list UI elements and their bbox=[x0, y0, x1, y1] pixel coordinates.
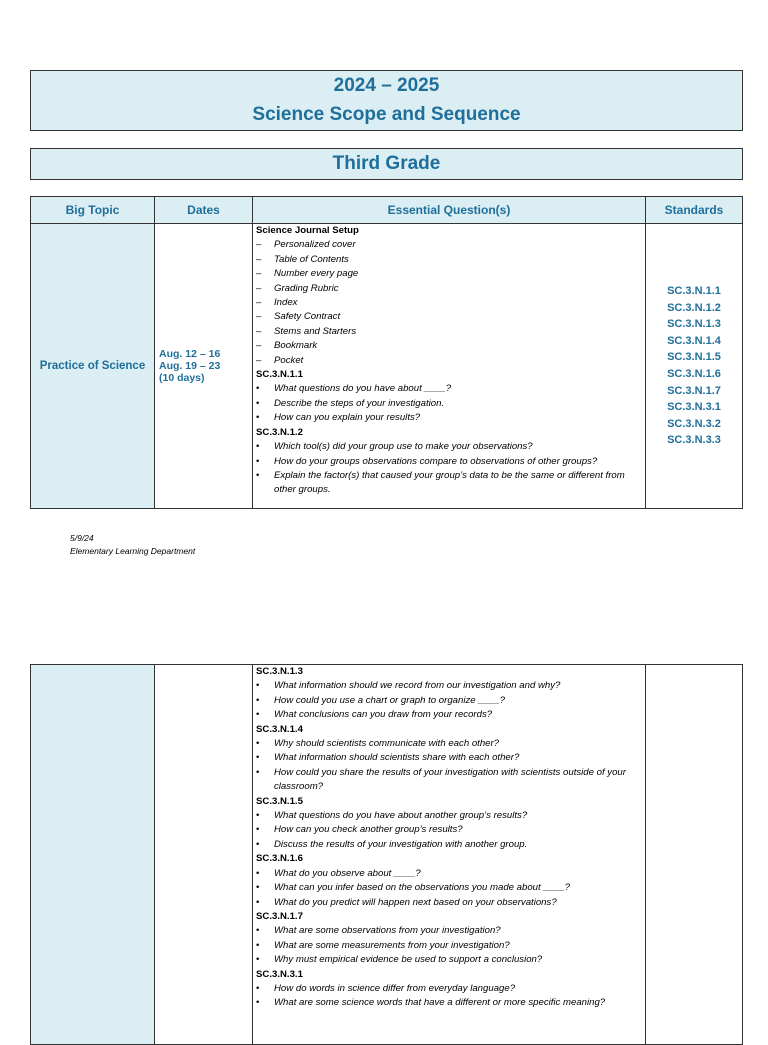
question-item bbox=[256, 469, 642, 498]
dates-cell-continued bbox=[155, 665, 253, 1045]
grade-heading: Third Grade bbox=[30, 148, 743, 180]
question-list bbox=[256, 679, 642, 722]
question-item bbox=[256, 397, 642, 411]
dash-icon: – bbox=[256, 282, 262, 294]
question-item bbox=[256, 382, 642, 396]
dash-icon: – bbox=[256, 340, 262, 352]
standard-code: SC.3.N.1.7 bbox=[667, 384, 721, 397]
dash-icon: – bbox=[256, 354, 262, 366]
question-text: Grading Rubric bbox=[274, 282, 339, 294]
question-list bbox=[256, 982, 642, 1011]
question-item bbox=[256, 455, 642, 469]
question-text: Explain the factor(s) that caused your group’s data to be the same or different from other groups. bbox=[274, 469, 625, 496]
question-text: Bookmark bbox=[274, 340, 318, 352]
standard-code: SC.3.N.1.1 bbox=[667, 285, 721, 298]
question-text: Safety Contract bbox=[274, 311, 341, 323]
question-text: What questions do you have about another group’s results? bbox=[274, 810, 528, 822]
standard-code: SC.3.N.3.2 bbox=[667, 417, 721, 430]
question-text: How can you explain your results? bbox=[274, 412, 421, 424]
essential-questions-cell bbox=[253, 224, 646, 509]
question-list bbox=[256, 809, 642, 852]
question-item bbox=[256, 924, 642, 938]
document-title-box bbox=[30, 70, 743, 131]
bullet-icon: • bbox=[256, 709, 260, 721]
question-text: How could you share the results of your investigation with scientists outside of your classroom? bbox=[274, 766, 626, 793]
question-item bbox=[256, 823, 642, 837]
table-row bbox=[31, 224, 743, 509]
question-group-heading: SC.3.N.1.7 bbox=[256, 910, 303, 922]
question-item bbox=[256, 751, 642, 765]
question-item bbox=[256, 996, 642, 1010]
column-header-big-topic: Big Topic bbox=[31, 197, 155, 224]
standard-code: SC.3.N.1.3 bbox=[667, 318, 721, 331]
bullet-icon: • bbox=[256, 680, 260, 692]
question-text: Describe the steps of your investigation. bbox=[274, 397, 445, 409]
question-list bbox=[256, 737, 642, 795]
question-item bbox=[256, 238, 642, 252]
bullet-icon: • bbox=[256, 766, 260, 778]
column-header-standards: Standards bbox=[646, 197, 743, 224]
question-text: Pocket bbox=[274, 354, 304, 366]
bullet-icon: • bbox=[256, 738, 260, 750]
footer-date: 5/9/24 bbox=[70, 533, 94, 543]
question-group-heading: SC.3.N.1.6 bbox=[256, 853, 303, 865]
question-text: What information should scientists share with each other? bbox=[274, 752, 520, 764]
question-text: What do you observe about ____? bbox=[274, 867, 421, 879]
question-item bbox=[256, 325, 642, 339]
question-text: Table of Contents bbox=[274, 253, 349, 265]
question-item bbox=[256, 310, 642, 324]
standard-code: SC.3.N.1.5 bbox=[667, 351, 721, 364]
page-footer bbox=[70, 532, 195, 558]
question-text: What can you infer based on the observations you made about ____? bbox=[274, 882, 571, 894]
question-group-heading: Science Journal Setup bbox=[256, 225, 359, 236]
standard-code: SC.3.N.3.1 bbox=[667, 401, 721, 414]
date-duration: (10 days) bbox=[159, 372, 205, 384]
question-item bbox=[256, 982, 642, 996]
question-text: Discuss the results of your investigation with another group. bbox=[274, 838, 528, 850]
standards-cell-continued bbox=[646, 665, 743, 1045]
question-text: Stems and Starters bbox=[274, 325, 357, 337]
question-text: How could you use a chart or graph to organize ____? bbox=[274, 694, 505, 706]
question-text: Why must empirical evidence be used to support a conclusion? bbox=[274, 954, 543, 966]
bullet-icon: • bbox=[256, 469, 260, 481]
standards-cell bbox=[646, 224, 743, 509]
question-text: How do your groups observations compare to observations of other groups? bbox=[274, 455, 598, 467]
dash-icon: – bbox=[256, 268, 262, 280]
question-item bbox=[256, 282, 642, 296]
question-item bbox=[256, 953, 642, 967]
question-list bbox=[256, 440, 642, 498]
bullet-icon: • bbox=[256, 925, 260, 937]
footer-department: Elementary Learning Department bbox=[70, 546, 196, 556]
scope-table-page-1 bbox=[30, 196, 743, 509]
bullet-icon: • bbox=[256, 867, 260, 879]
question-item bbox=[256, 267, 642, 281]
question-text: What conclusions can you draw from your records? bbox=[274, 709, 493, 721]
bullet-icon: • bbox=[256, 824, 260, 836]
question-text: Why should scientists communicate with each other? bbox=[274, 738, 500, 750]
essential-questions-cell-continued bbox=[253, 665, 646, 1045]
question-text: What are some science words that have a different or more specific meaning? bbox=[274, 997, 606, 1009]
standard-code: SC.3.N.1.6 bbox=[667, 368, 721, 380]
question-text: Which tool(s) did your group use to make your observations? bbox=[274, 441, 533, 453]
question-group-heading: SC.3.N.1.2 bbox=[256, 426, 303, 438]
bullet-icon: • bbox=[256, 896, 260, 908]
question-item bbox=[256, 339, 642, 353]
question-item bbox=[256, 939, 642, 953]
date-range: Aug. 19 – 23 bbox=[159, 360, 221, 372]
school-year: 2024 – 2025 bbox=[333, 75, 440, 96]
dash-icon: – bbox=[256, 253, 262, 265]
question-text: Personalized cover bbox=[274, 239, 356, 251]
bullet-icon: • bbox=[256, 412, 260, 424]
question-group-heading: SC.3.N.1.3 bbox=[256, 666, 303, 677]
dash-icon: – bbox=[256, 297, 262, 309]
question-item bbox=[256, 253, 642, 267]
question-item bbox=[256, 896, 642, 910]
question-item bbox=[256, 440, 642, 454]
question-item bbox=[256, 354, 642, 368]
question-list bbox=[256, 924, 642, 967]
question-text: What information should we record from our investigation and why? bbox=[274, 680, 561, 692]
question-text: How can you check another group’s results? bbox=[274, 824, 463, 836]
date-range: Aug. 12 – 16 bbox=[159, 348, 221, 360]
scope-table-page-2 bbox=[30, 664, 743, 1045]
standard-code: SC.3.N.3.3 bbox=[667, 434, 721, 447]
question-item bbox=[256, 881, 642, 895]
bullet-icon: • bbox=[256, 752, 260, 764]
question-item bbox=[256, 737, 642, 751]
question-list bbox=[256, 382, 642, 425]
question-item bbox=[256, 679, 642, 693]
question-text: What do you predict will happen next based on your observations? bbox=[274, 896, 557, 908]
question-group-heading: SC.3.N.1.5 bbox=[256, 795, 303, 807]
question-text: What are some observations from your investigation? bbox=[274, 925, 501, 937]
question-group-heading: SC.3.N.1.1 bbox=[256, 369, 303, 381]
question-group-heading: SC.3.N.3.1 bbox=[256, 968, 303, 980]
question-item bbox=[256, 809, 642, 823]
big-topic-cell: Practice of Science bbox=[31, 224, 155, 509]
bullet-icon: • bbox=[256, 441, 260, 453]
bullet-icon: • bbox=[256, 455, 260, 467]
question-item bbox=[256, 411, 642, 425]
question-text: How do words in science differ from everyday language? bbox=[274, 982, 516, 994]
question-item bbox=[256, 296, 642, 310]
question-item bbox=[256, 766, 642, 795]
bullet-icon: • bbox=[256, 397, 260, 409]
table-row bbox=[31, 665, 743, 1045]
big-topic-cell-continued bbox=[31, 665, 155, 1045]
question-list bbox=[256, 238, 642, 368]
bullet-icon: • bbox=[256, 882, 260, 894]
bullet-icon: • bbox=[256, 383, 260, 395]
question-list bbox=[256, 867, 642, 910]
question-item bbox=[256, 867, 642, 881]
question-item bbox=[256, 694, 642, 708]
standard-code: SC.3.N.1.2 bbox=[667, 301, 721, 314]
dash-icon: – bbox=[256, 239, 262, 251]
question-text: What questions do you have about ____? bbox=[274, 383, 452, 395]
question-text: Number every page bbox=[274, 268, 359, 280]
standard-code: SC.3.N.1.4 bbox=[667, 334, 721, 347]
dash-icon: – bbox=[256, 325, 262, 337]
bullet-icon: • bbox=[256, 694, 260, 706]
question-text: What are some measurements from your investigation? bbox=[274, 939, 510, 951]
dates-cell bbox=[155, 224, 253, 509]
dash-icon: – bbox=[256, 311, 262, 323]
bullet-icon: • bbox=[256, 810, 260, 822]
bullet-icon: • bbox=[256, 982, 260, 994]
document-title: Science Scope and Sequence bbox=[252, 104, 521, 125]
question-group-heading: SC.3.N.1.4 bbox=[256, 723, 303, 735]
question-item bbox=[256, 838, 642, 852]
column-header-dates: Dates bbox=[155, 197, 253, 224]
bullet-icon: • bbox=[256, 954, 260, 966]
question-text: Index bbox=[274, 297, 298, 309]
bullet-icon: • bbox=[256, 838, 260, 850]
bullet-icon: • bbox=[256, 997, 260, 1009]
column-header-essential-questions: Essential Question(s) bbox=[253, 197, 646, 224]
bullet-icon: • bbox=[256, 939, 260, 951]
question-item bbox=[256, 708, 642, 722]
